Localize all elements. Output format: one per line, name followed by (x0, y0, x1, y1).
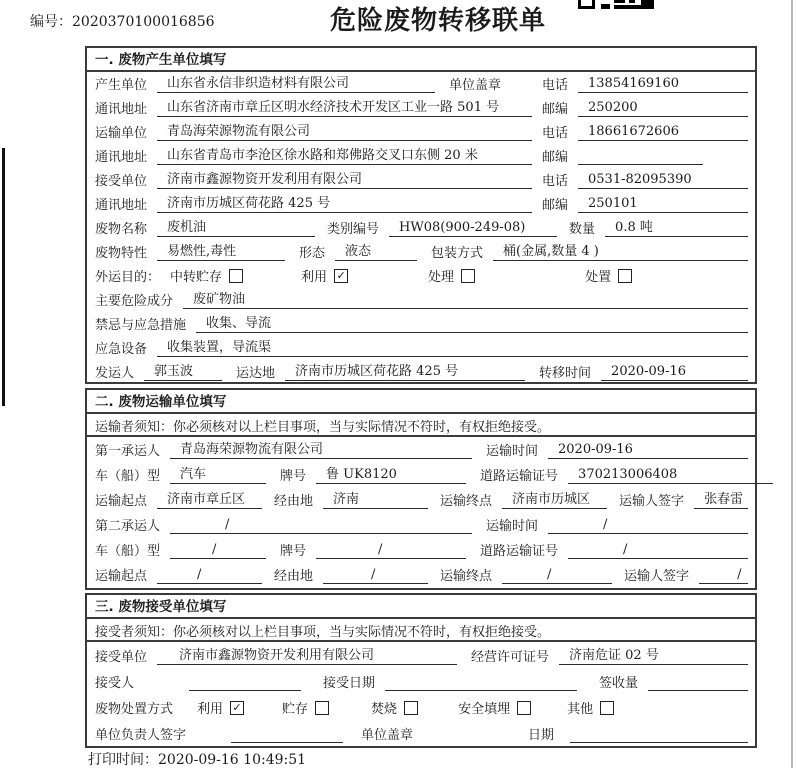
waste-name-value: 废机油 (157, 216, 315, 237)
taboo-value: 收集、导流 (196, 312, 748, 333)
hazard-label: 主要危险成分 (95, 294, 174, 309)
time1-label: 运输时间 (485, 444, 538, 459)
row-route2 (87, 562, 755, 587)
sign2-value: / (699, 567, 748, 584)
zip1-label: 邮编 (541, 102, 568, 117)
phone1-value: 13854169160 (578, 76, 748, 93)
producer-value: 山东省永信非织造材料有限公司 (157, 72, 435, 93)
permit1-label: 道路运输证号 (480, 469, 559, 484)
end1-label: 运输终点 (440, 494, 493, 509)
character-label: 废物特性 (95, 246, 148, 261)
zip2-value (578, 163, 703, 165)
consignor-label: 发运人 (95, 366, 135, 381)
origin1-value: 济南市章丘区 (157, 488, 262, 509)
purpose-opt4-label: 处置 (585, 270, 612, 285)
phone1-label: 电话 (541, 78, 568, 93)
phone2-label: 电话 (541, 126, 568, 141)
row-consignor (87, 360, 755, 384)
permit2-label: 道路运输证号 (480, 544, 559, 559)
row-carrier2 (87, 512, 755, 537)
phone2-value: 18661672606 (578, 124, 748, 141)
section-receiver (85, 593, 757, 748)
recipient-label: 接受人 (95, 676, 135, 691)
phone3-label: 电话 (541, 174, 568, 189)
sign-value (231, 741, 343, 743)
transporter-label: 运输单位 (95, 126, 148, 141)
time2-value: / (548, 517, 748, 534)
end1-value: 济南市历城区 (502, 488, 607, 509)
disp-opt1-label: 利用 (197, 702, 224, 717)
row-receiver-address (87, 192, 755, 216)
print-time-value: 2020-09-16 10:49:51 (158, 752, 307, 768)
checkbox-disposal-landfill (517, 701, 531, 715)
zip2-label: 邮编 (541, 150, 568, 165)
row-hazard (87, 288, 755, 312)
checkbox-disposal-store (315, 701, 329, 715)
date-label: 日期 (527, 728, 554, 743)
time1-value: 2020-09-16 (548, 442, 748, 459)
checkbox-disposal-other (600, 701, 614, 715)
checkbox-transfer-storage (229, 269, 243, 283)
row-route1 (87, 487, 755, 512)
end2-label: 运输终点 (440, 569, 493, 584)
row-recipient (87, 668, 755, 694)
row-carrier1 (87, 437, 755, 462)
disp-opt3-label: 焚烧 (371, 702, 398, 717)
addr1-value: 山东省济南市章丘区明水经济技术开发区工业一路 501 号 (157, 96, 532, 117)
document-number-label: 编号： (30, 14, 72, 30)
row-producer-address (87, 96, 755, 120)
disp-opt2-label: 贮存 (282, 702, 309, 717)
row-waste-name (87, 216, 755, 240)
rec-date-value (385, 689, 577, 691)
row-vehicle2 (87, 537, 755, 562)
zip3-value: 250101 (578, 196, 748, 213)
document-number (30, 11, 215, 31)
purpose-option-treat (428, 266, 475, 285)
carrier2-label: 第二承运人 (95, 519, 161, 534)
unit-label: 接受单位 (95, 650, 148, 665)
permit1-value: 370213006408 (568, 467, 773, 484)
disp-opt5-label: 其他 (567, 702, 594, 717)
row-purpose (87, 264, 755, 288)
equip-label: 应急设备 (95, 342, 148, 357)
carrier1-label: 第一承运人 (95, 444, 161, 459)
row-vehicle1 (87, 462, 755, 487)
purpose-opt2-label: 利用 (301, 270, 328, 285)
purpose-opt1-label: 中转贮存 (170, 270, 223, 285)
form-label: 形态 (299, 246, 326, 261)
section-producer (85, 46, 757, 384)
taboo-label: 禁忌与应急措施 (95, 318, 187, 333)
addr3-label: 通讯地址 (95, 198, 148, 213)
time2-label: 运输时间 (485, 519, 538, 534)
row-receive-unit (87, 642, 755, 668)
plate1-label: 牌号 (280, 469, 307, 484)
via1-label: 经由地 (274, 494, 314, 509)
via2-label: 经由地 (274, 569, 314, 584)
date-value (570, 741, 748, 743)
page-edge-line (791, 0, 793, 768)
vehicle1-value: 汽车 (170, 463, 266, 484)
row-transporter (87, 120, 755, 144)
via1-value: 济南 (323, 488, 428, 509)
row-equipment (87, 336, 755, 360)
page-title: 危险废物转移联单 (330, 6, 547, 36)
addr3-value: 济南市历城区荷花路 425 号 (157, 192, 532, 213)
disposal-option-other (567, 698, 614, 717)
disposal-option-store (282, 698, 329, 717)
qr-code-fragment (578, 0, 654, 10)
sign-label: 单位负责人签字 (95, 728, 187, 743)
end2-value: / (502, 567, 612, 584)
transfer-date-value: 2020-09-16 (601, 364, 748, 381)
transporter-value: 青岛海荣源物流有限公司 (157, 120, 532, 141)
addr1-label: 通讯地址 (95, 102, 148, 117)
row-signature (87, 720, 755, 746)
amount-value (648, 689, 748, 691)
permit2-value: / (568, 542, 748, 559)
zip3-label: 邮编 (541, 198, 568, 213)
character-value: 易燃性,毒性 (157, 240, 285, 261)
row-producer (87, 72, 755, 96)
packing-label: 包装方式 (431, 246, 484, 261)
sign1-label: 运输人签字 (619, 494, 685, 509)
vehicle2-label: 车（船）型 (95, 544, 161, 559)
disposal-option-burn (371, 698, 418, 717)
category-value: HW08(900-249-08) (389, 220, 557, 237)
producer-label: 产生单位 (95, 78, 148, 93)
section-transporter (85, 388, 757, 590)
hazard-value: 废矿物油 (183, 288, 748, 309)
license-value: 济南危证 02 号 (559, 644, 748, 665)
sign2-label: 运输人签字 (624, 569, 690, 584)
purpose-opt3-label: 处理 (428, 270, 455, 285)
qty-label: 数量 (569, 222, 596, 237)
via2-value: / (323, 567, 428, 584)
purpose-option-use (301, 266, 348, 285)
rec-date-label: 接受日期 (323, 676, 376, 691)
row-taboo (87, 312, 755, 336)
checkbox-disposal-use-checked: ✓ (230, 701, 244, 715)
dest-value: 济南市历城区荷花路 425 号 (285, 360, 525, 381)
unit-seal2-label: 单位盖章 (361, 728, 414, 743)
dest-label: 运达地 (236, 366, 276, 381)
checkbox-disposal-burn (404, 701, 418, 715)
carrier1-value: 青岛海荣源物流有限公司 (170, 438, 472, 459)
checkbox-treatment (461, 269, 475, 283)
section-receiver-title: 三. 废物接受单位填写 (87, 595, 755, 619)
consignor-value: 郭玉波 (144, 360, 222, 381)
recipient-value (189, 689, 301, 691)
origin2-label: 运输起点 (95, 569, 148, 584)
addr2-label: 通讯地址 (95, 150, 148, 165)
section-transporter-title: 二. 废物运输单位填写 (87, 390, 755, 414)
amount-label: 签收量 (599, 676, 639, 691)
row-waste-character (87, 240, 755, 264)
packing-value: 桶(金属,数量 4 ) (493, 240, 748, 261)
receiver-value: 济南市鑫源物资开发利用有限公司 (157, 168, 532, 189)
section-producer-title: 一. 废物产生单位填写 (87, 48, 755, 72)
qty-value: 0.8 吨 (605, 216, 748, 237)
receiver-label: 接受单位 (95, 174, 148, 189)
receiver-notice: 接受者须知：你必须核对以上栏目事项，当与实际情况不符时，有权拒绝接受。 (87, 619, 755, 642)
document-number-value: 2020370100016856 (72, 14, 215, 30)
equip-value: 收集装置，导流渠 (157, 336, 748, 357)
transporter-notice: 运输者须知：你必须核对以上栏目事项，当与实际情况不符时，有权拒绝接受。 (87, 414, 755, 437)
scan-artifact-line (2, 148, 5, 406)
checkbox-use-checked: ✓ (334, 269, 348, 283)
disposal-option-landfill (458, 698, 531, 717)
row-transporter-address (87, 144, 755, 168)
purpose-option-transfer (170, 266, 243, 285)
phone3-value: 0531-82095390 (578, 172, 748, 189)
row-receiver (87, 168, 755, 192)
disposal-option-use (197, 698, 244, 717)
license-label: 经营许可证号 (471, 650, 550, 665)
vehicle2-value: / (170, 542, 266, 559)
unit-seal-label: 单位盖章 (449, 78, 502, 93)
disposal-label: 废物处置方式 (95, 702, 174, 717)
checkbox-disposal (618, 269, 632, 283)
vehicle1-label: 车（船）型 (95, 469, 161, 484)
purpose-option-dispose (585, 266, 632, 285)
origin1-label: 运输起点 (95, 494, 148, 509)
plate2-label: 牌号 (280, 544, 307, 559)
unit-value: 济南市鑫源物资开发利用有限公司 (157, 644, 457, 665)
origin2-value: / (157, 567, 262, 584)
sign1-value: 张春雷 (694, 488, 748, 509)
plate2-value: / (316, 542, 466, 559)
carrier2-value: / (170, 517, 472, 534)
disp-opt4-label: 安全填埋 (458, 702, 511, 717)
form-value: 液态 (335, 240, 417, 261)
addr2-value: 山东省青岛市李沧区徐水路和郑佛路交叉口东侧 20 米 (157, 144, 532, 165)
category-label: 类别编号 (327, 222, 380, 237)
print-time (88, 749, 306, 768)
purpose-label: 外运目的： (95, 270, 161, 285)
print-time-label: 打印时间： (88, 752, 158, 768)
zip1-value: 250200 (578, 100, 748, 117)
row-disposal-method (87, 694, 755, 720)
transfer-date-label: 转移时间 (539, 366, 592, 381)
plate1-value: 鲁 UK8120 (316, 463, 466, 484)
waste-name-label: 废物名称 (95, 222, 148, 237)
